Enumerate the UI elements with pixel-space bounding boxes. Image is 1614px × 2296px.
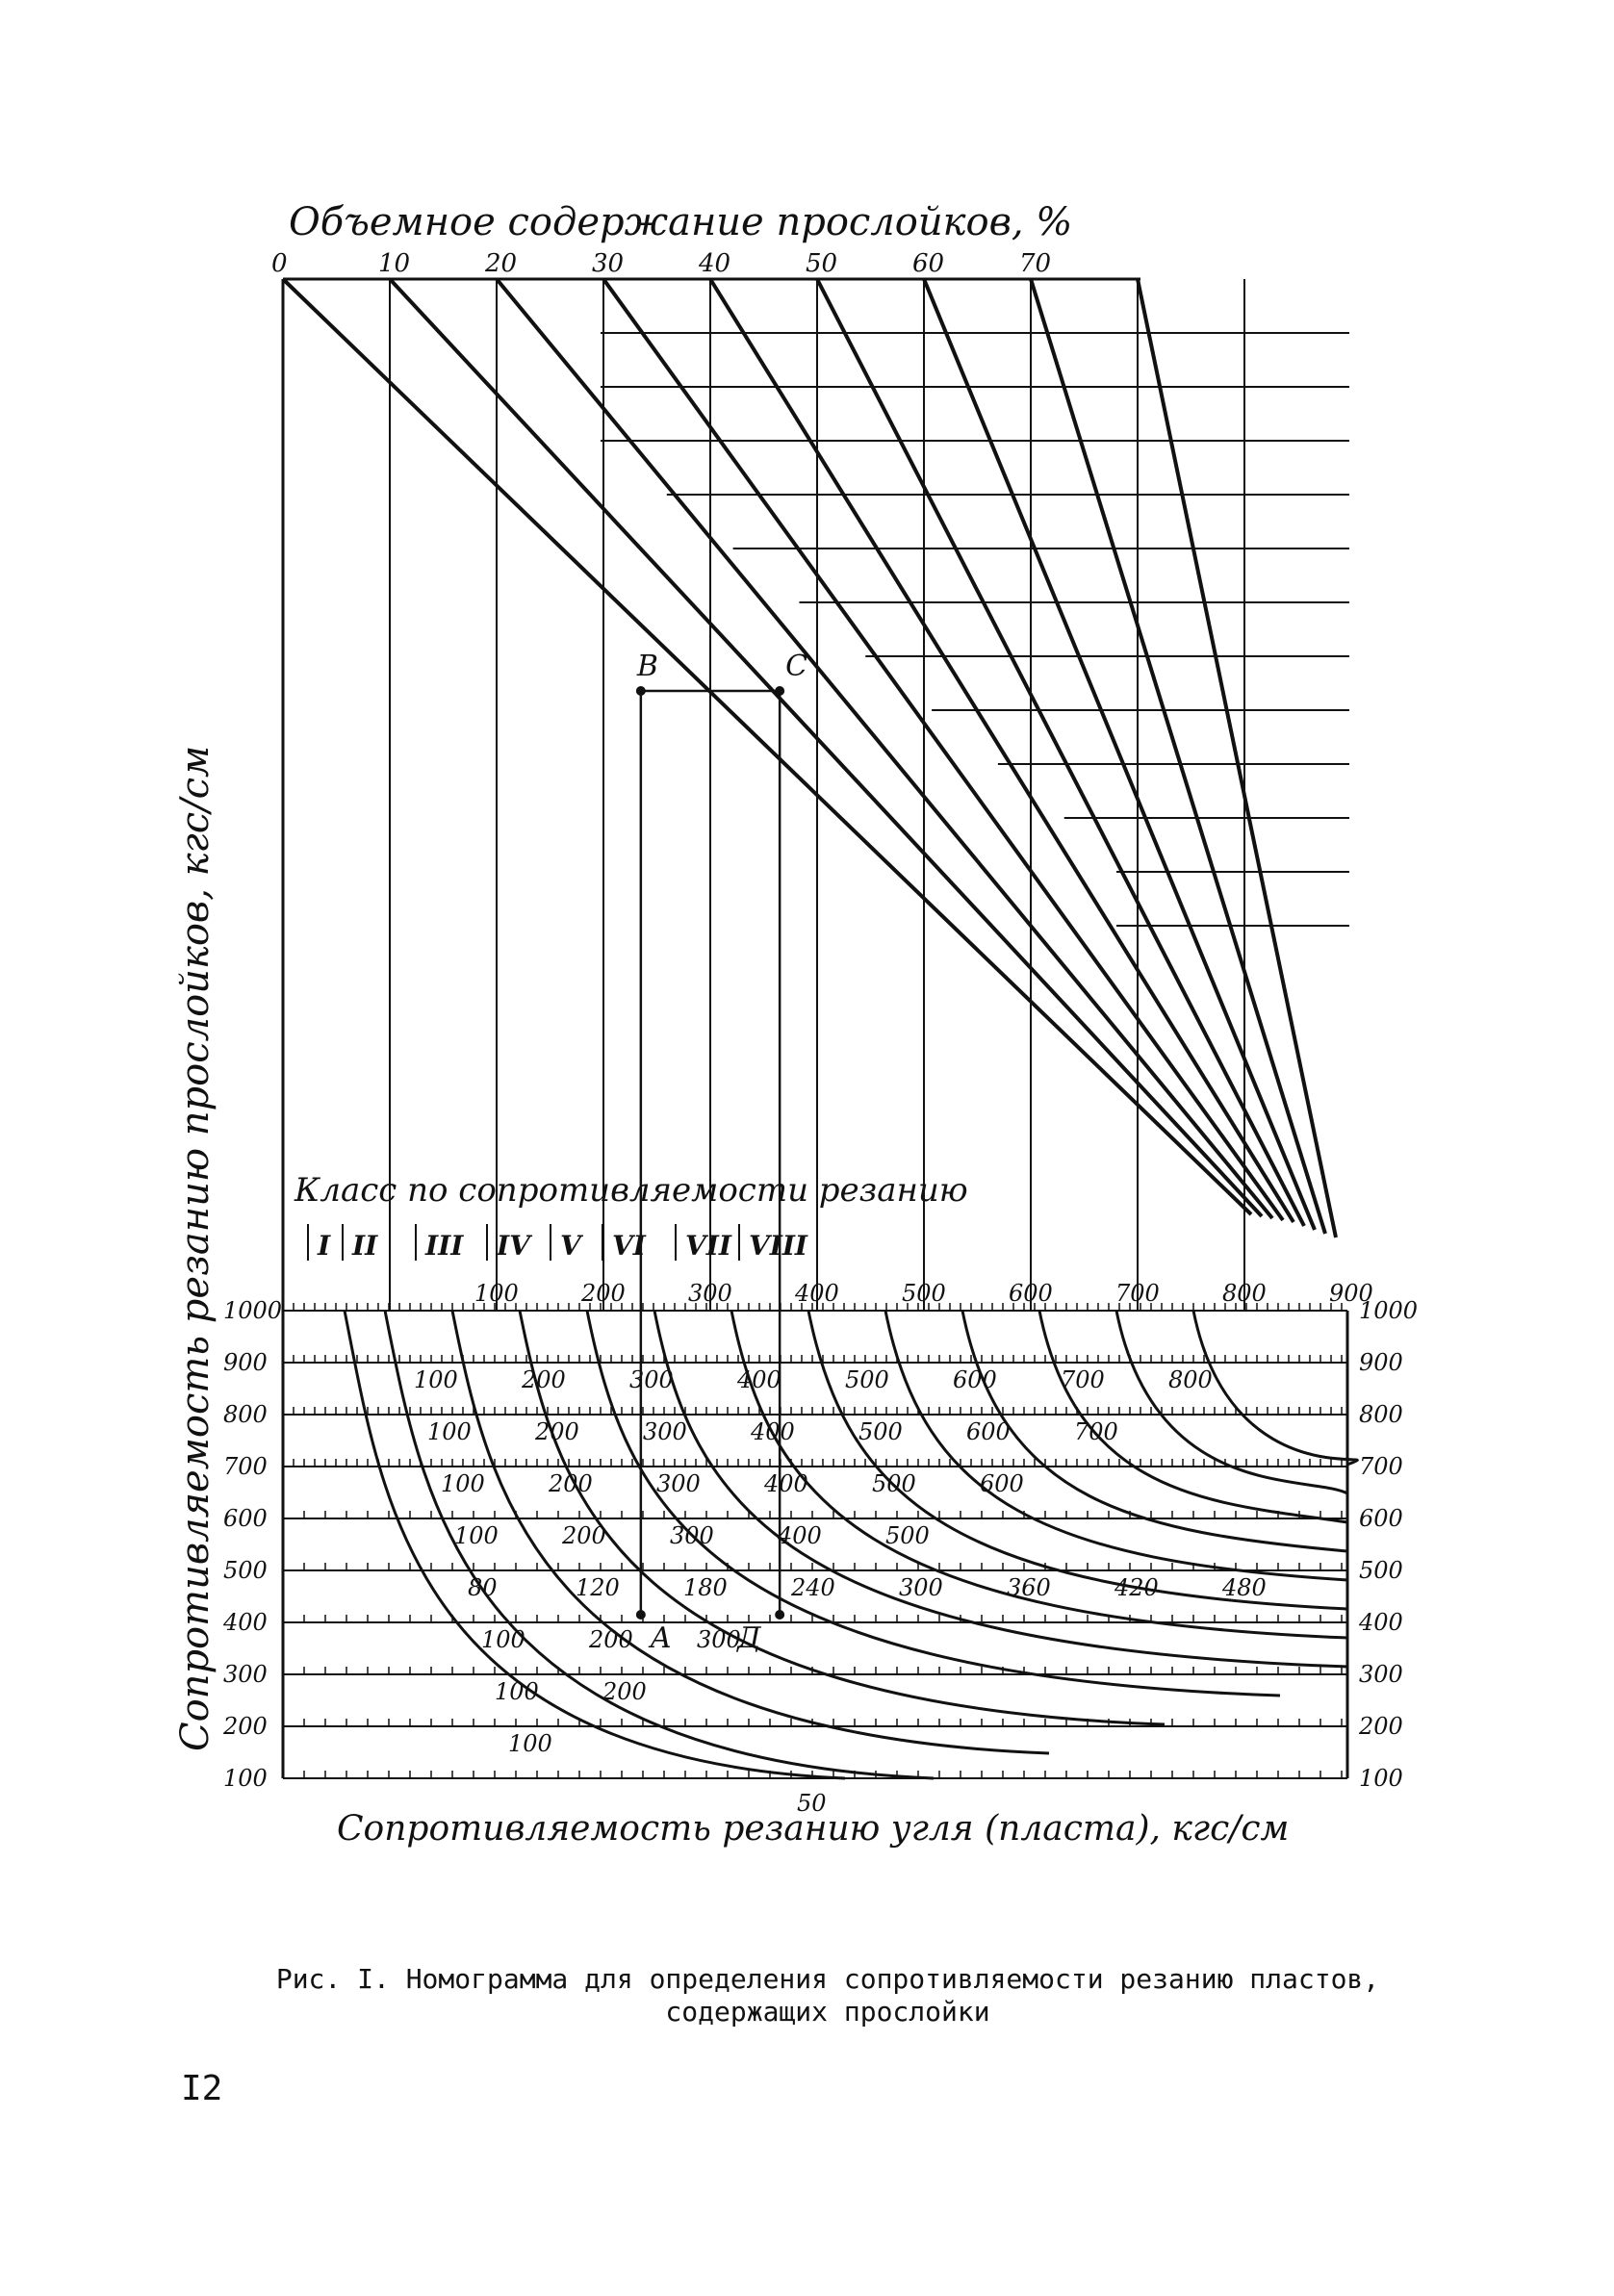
class-label: I bbox=[318, 1230, 331, 1262]
class-label: V bbox=[560, 1230, 581, 1262]
top-axis-tick: 50 bbox=[806, 249, 838, 278]
example-point-label: A bbox=[650, 1621, 672, 1655]
right-axis-tick: 700 bbox=[1359, 1453, 1403, 1480]
middle-scale-tick: 100 bbox=[474, 1280, 519, 1307]
example-point-marker bbox=[775, 686, 784, 696]
curve-label: 800 bbox=[1168, 1366, 1213, 1393]
right-axis-tick: 900 bbox=[1359, 1349, 1403, 1376]
left-axis-tick: 800 bbox=[223, 1401, 268, 1428]
right-axis-tick: 100 bbox=[1359, 1765, 1403, 1792]
class-label: VIII bbox=[749, 1230, 808, 1262]
left-axis-tick: 600 bbox=[223, 1505, 268, 1532]
resistance-curve bbox=[1039, 1311, 1347, 1522]
curve-label: 300 bbox=[629, 1366, 674, 1393]
right-axis-tick: 300 bbox=[1359, 1661, 1403, 1688]
curve-label: 100 bbox=[441, 1470, 485, 1497]
curve-label: 400 bbox=[778, 1522, 822, 1549]
curve-label: 600 bbox=[966, 1418, 1011, 1445]
left-axis-tick: 900 bbox=[223, 1349, 268, 1376]
bottom-axis-tick: 50 bbox=[797, 1790, 827, 1817]
curve-label: 300 bbox=[656, 1470, 701, 1497]
caption-line-1: Рис. I. Номограмма для определения сопротивляемости резанию пластов, bbox=[275, 1963, 1380, 1995]
left-axis-tick: 1000 bbox=[223, 1297, 283, 1324]
class-label: VII bbox=[685, 1230, 731, 1262]
curve-label: 100 bbox=[508, 1730, 552, 1757]
curve-label: 700 bbox=[1061, 1366, 1105, 1393]
figure-caption bbox=[231, 1963, 1424, 2028]
curve-label: 400 bbox=[737, 1366, 781, 1393]
curve-label: 200 bbox=[535, 1418, 579, 1445]
percent-line bbox=[1031, 279, 1325, 1234]
right-axis-tick: 500 bbox=[1359, 1557, 1403, 1584]
percent-line bbox=[710, 279, 1294, 1222]
curve-label: 200 bbox=[562, 1522, 606, 1549]
top-axis-tick: 60 bbox=[912, 249, 945, 278]
middle-scale-tick: 300 bbox=[688, 1280, 732, 1307]
top-axis-title: Объемное содержание прослойков, % bbox=[289, 200, 1073, 244]
right-axis-tick: 1000 bbox=[1359, 1297, 1419, 1324]
curve-label: 100 bbox=[495, 1678, 539, 1705]
curve-label: 100 bbox=[414, 1366, 458, 1393]
middle-scale-tick: 400 bbox=[795, 1280, 839, 1307]
curve-label: 420 bbox=[1114, 1574, 1159, 1601]
curve-label: 500 bbox=[845, 1366, 889, 1393]
top-axis-tick: 20 bbox=[485, 249, 518, 278]
middle-scale-tick: 200 bbox=[581, 1280, 626, 1307]
curve-label: 600 bbox=[980, 1470, 1024, 1497]
top-axis-tick: 30 bbox=[592, 249, 625, 278]
right-axis-tick: 200 bbox=[1359, 1713, 1403, 1740]
top-axis-tick: 40 bbox=[699, 249, 731, 278]
curve-label: 400 bbox=[751, 1418, 795, 1445]
curve-label: 200 bbox=[522, 1366, 566, 1393]
curve-label: 300 bbox=[899, 1574, 943, 1601]
top-axis-tick: 70 bbox=[1019, 249, 1052, 278]
curve-label: 100 bbox=[427, 1418, 472, 1445]
example-point-label: C bbox=[785, 650, 808, 683]
top-axis-tick: 10 bbox=[378, 249, 411, 278]
middle-scale-tick: 900 bbox=[1329, 1280, 1373, 1307]
right-axis-tick: 800 bbox=[1359, 1401, 1403, 1428]
curve-label: 80 bbox=[468, 1574, 498, 1601]
class-header-label: Класс по сопротивляемости резанию bbox=[295, 1171, 968, 1210]
curve-label: 200 bbox=[589, 1626, 633, 1653]
right-axis-tick: 600 bbox=[1359, 1505, 1403, 1532]
curve-label: 300 bbox=[670, 1522, 714, 1549]
tick-labels bbox=[222, 249, 1418, 1792]
curve-label: 120 bbox=[576, 1574, 620, 1601]
caption-line-2: содержащих прослойки bbox=[665, 1996, 990, 2028]
middle-scale-tick: 500 bbox=[902, 1280, 946, 1307]
example-point-marker bbox=[775, 1610, 784, 1620]
curve-label: 180 bbox=[683, 1574, 728, 1601]
curve-label: 700 bbox=[1074, 1418, 1118, 1445]
left-axis-title: Сопротивляемость резанию прослойков, кгс/см bbox=[173, 745, 218, 1751]
percent-line bbox=[497, 279, 1272, 1218]
curve-label: 200 bbox=[549, 1470, 593, 1497]
class-boxes bbox=[308, 1224, 808, 1262]
class-label: IV bbox=[497, 1230, 530, 1262]
percent-lines bbox=[283, 279, 1336, 1237]
curve-label: 240 bbox=[791, 1574, 835, 1601]
class-label: II bbox=[352, 1230, 378, 1262]
curve-label: 480 bbox=[1222, 1574, 1267, 1601]
left-axis-tick: 200 bbox=[223, 1713, 268, 1740]
curve-label: 500 bbox=[885, 1522, 930, 1549]
percent-line bbox=[603, 279, 1283, 1220]
resistance-curve bbox=[1193, 1311, 1357, 1465]
curve-label: 360 bbox=[1007, 1574, 1051, 1601]
percent-line bbox=[817, 279, 1304, 1226]
curve-label: 300 bbox=[697, 1626, 741, 1653]
top-axis-tick: 0 bbox=[271, 249, 288, 278]
curve-label: 100 bbox=[454, 1522, 499, 1549]
example-point-marker bbox=[636, 1610, 646, 1620]
curve-label: 500 bbox=[858, 1418, 903, 1445]
left-axis-tick: 300 bbox=[223, 1661, 268, 1688]
curve-label: 100 bbox=[481, 1626, 525, 1653]
example-point-label: B bbox=[636, 650, 658, 683]
class-label: III bbox=[425, 1230, 464, 1262]
left-axis-tick: 100 bbox=[223, 1765, 268, 1792]
middle-scale-tick: 600 bbox=[1009, 1280, 1053, 1307]
curve-label: 200 bbox=[602, 1678, 647, 1705]
example-point-marker bbox=[636, 686, 646, 696]
curve-label: 300 bbox=[643, 1418, 687, 1445]
bottom-axis-title: Сопротивляемость резанию угля (пласта), кгс/см bbox=[337, 1809, 1290, 1849]
middle-scale-tick: 700 bbox=[1115, 1280, 1160, 1307]
example-point-label: Д bbox=[737, 1621, 761, 1655]
example-path bbox=[636, 650, 807, 1655]
left-axis-tick: 700 bbox=[223, 1453, 268, 1480]
class-label: VI bbox=[612, 1230, 646, 1262]
curve-label: 600 bbox=[953, 1366, 997, 1393]
grid-lines bbox=[283, 279, 1349, 1778]
right-axis-tick: 400 bbox=[1359, 1609, 1403, 1636]
percent-line bbox=[390, 279, 1262, 1216]
curve-label: 500 bbox=[872, 1470, 916, 1497]
left-axis-tick: 400 bbox=[223, 1609, 268, 1636]
middle-scale-tick: 800 bbox=[1222, 1280, 1267, 1307]
resistance-curve bbox=[885, 1311, 1347, 1580]
percent-line bbox=[283, 279, 1251, 1214]
page-number: I2 bbox=[181, 2069, 223, 2108]
resistance-curve bbox=[808, 1311, 1347, 1609]
left-axis-tick: 500 bbox=[223, 1557, 268, 1584]
curve-label: 400 bbox=[764, 1470, 808, 1497]
